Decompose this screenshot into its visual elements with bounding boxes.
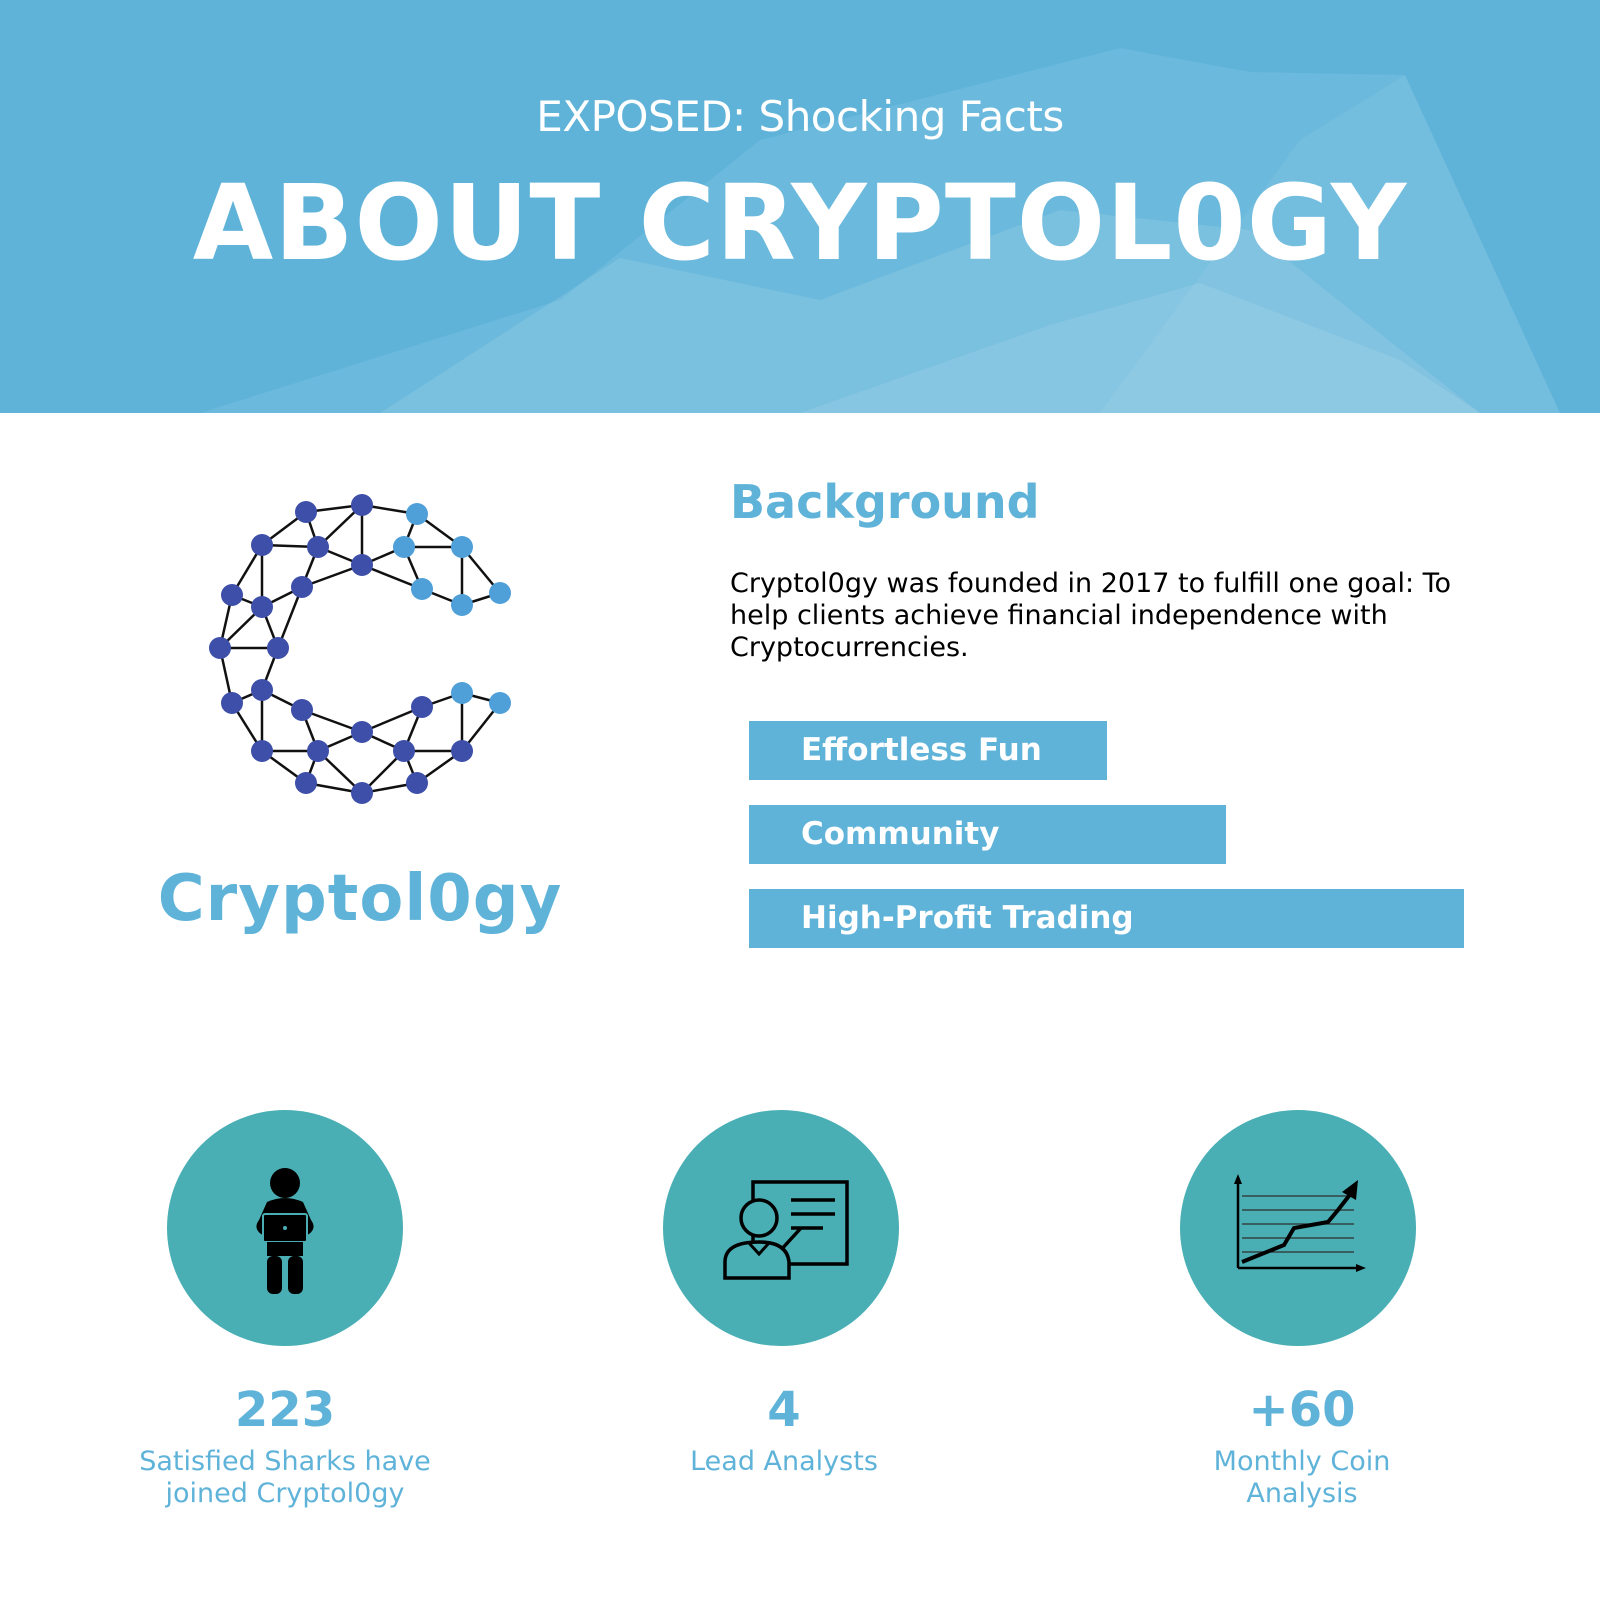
logo-node — [489, 582, 511, 604]
header-title: ABOUT CRYPTOL0GY — [192, 162, 1408, 284]
logo-node — [221, 692, 243, 714]
logo-node — [393, 536, 415, 558]
stat-circle — [663, 1110, 899, 1346]
stat-label — [584, 1446, 984, 1478]
logo-node — [209, 637, 231, 659]
feature-bar: Effortless Fun — [749, 721, 1107, 780]
logo-node — [251, 596, 273, 618]
logo-node — [406, 772, 428, 794]
stat-circle — [1180, 1110, 1416, 1346]
stat-value: 223 — [234, 1382, 336, 1438]
logo-node — [393, 740, 415, 762]
network-c-logo-icon — [200, 485, 520, 815]
logo-node — [221, 584, 243, 606]
stat-label-line: Analysis — [1246, 1478, 1358, 1509]
stat-label-line: Lead Analysts — [690, 1446, 878, 1477]
stat-value: +60 — [1248, 1382, 1356, 1438]
logo-node — [451, 682, 473, 704]
logo-node — [351, 782, 373, 804]
logo-node — [307, 536, 329, 558]
logo-node — [351, 494, 373, 516]
logo-node — [295, 772, 317, 794]
logo-node — [251, 740, 273, 762]
presenter-board-icon — [663, 1110, 899, 1346]
logo-node — [291, 576, 313, 598]
logo-node — [451, 536, 473, 558]
logo-node — [351, 721, 373, 743]
logo-node — [411, 578, 433, 600]
section-text: Cryptol0gy was founded in 2017 to fulfill one goal: To help clients achieve financial independence with Cryptocurrencies. — [730, 568, 1452, 663]
logo-node — [406, 503, 428, 525]
logo-node — [451, 594, 473, 616]
logo-node — [351, 554, 373, 576]
stat-label-line: joined Cryptol0gy — [165, 1478, 405, 1509]
feature-bar: Community — [749, 805, 1226, 864]
logo-node — [307, 740, 329, 762]
logo-node — [267, 637, 289, 659]
header-banner — [0, 0, 1600, 413]
logo-node — [251, 534, 273, 556]
logo-node — [295, 501, 317, 523]
logo-node — [451, 740, 473, 762]
logo-node — [489, 692, 511, 714]
stat-label — [1102, 1446, 1502, 1510]
stat-value: 4 — [767, 1382, 801, 1438]
logo-node — [291, 699, 313, 721]
brand-name: Cryptol0gy — [157, 862, 563, 936]
stat-label — [85, 1446, 485, 1510]
logo-node — [251, 679, 273, 701]
person-laptop-icon — [167, 1110, 403, 1346]
rising-chart-icon — [1180, 1110, 1416, 1346]
feature-bar: High-Profit Trading — [749, 889, 1464, 948]
stat-label-line: Monthly Coin — [1213, 1446, 1391, 1477]
header-subtitle: EXPOSED: Shocking Facts — [536, 92, 1064, 141]
section-heading: Background — [730, 475, 1040, 529]
stat-circle — [167, 1110, 403, 1346]
stat-label-line: Satisfied Sharks have — [139, 1446, 431, 1477]
logo-node — [411, 696, 433, 718]
